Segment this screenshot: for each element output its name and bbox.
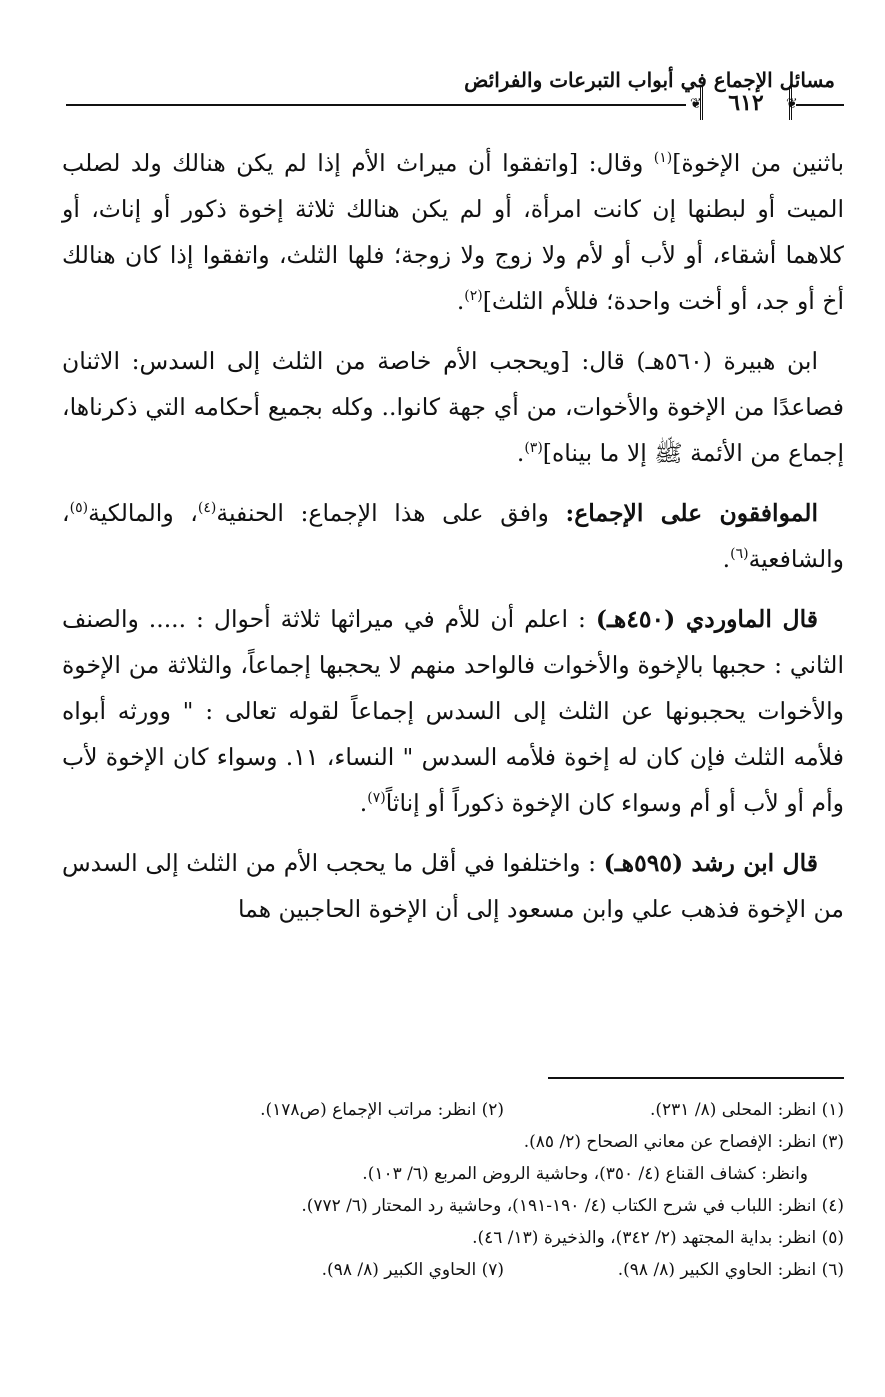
page-number: ٦١٢ xyxy=(700,86,792,120)
footnote-row xyxy=(62,1126,844,1158)
footnote-ref: (٧) xyxy=(367,790,386,807)
footnote-ref: (٦) xyxy=(730,546,749,563)
footnote-ref: (١) xyxy=(653,150,673,167)
footnote-row xyxy=(62,1222,844,1254)
footnote: (٦) انظر: الحاوي الكبير (٨/ ٩٨). xyxy=(617,1260,844,1280)
paragraph: قال الماوردي (٤٥٠هـ) : اعلم أن للأم في ميراثها ثلاثة أحوال : ..... والصنف الثاني : حجبها بالإخوة والأخوات فالواحد منهم لا يحجبها إجماعاً، والثلاثة من الإخوة والأخوات يحجبونها عن الثلث إلى السدس إجماعاً لقوله تعالى : " وورثه أبواه فلأمه الثلث فإن كان له إخوة فلأمه السدس " النساء، ١١. وسواء كان الإخوة لأب وأم أو لأب أو أم وسواء كان الإخوة ذكوراً أو إناثاً$^{(٧)}$. xyxy=(62,605,844,817)
section-lead: الموافقون على الإجماع: xyxy=(565,499,818,527)
running-title: مسائل الإجماع في أبواب التبرعات والفرائض xyxy=(464,68,835,92)
footnote-row xyxy=(62,1094,844,1126)
ornament-icon: ❦ xyxy=(690,96,702,112)
ornament-icon: ❦ xyxy=(786,96,798,112)
footnote-ref: (٢) xyxy=(464,288,483,305)
header-rule xyxy=(66,104,686,106)
paragraph: قال ابن رشد (٥٩٥هـ) : واختلفوا في أقل ما يحجب الأم من الثلث إلى السدس من الإخوة فذهب علي وابن مسعود إلى أن الإخوة الحاجبين هما xyxy=(62,849,844,923)
section-lead: قال الماوردي (٤٥٠هـ) xyxy=(595,605,818,633)
footnote-ref: (٤) xyxy=(197,500,217,517)
footnote-ref: (٣) xyxy=(524,440,543,457)
footnote: (١) انظر: المحلى (٨/ ٢٣١). xyxy=(649,1100,844,1120)
footnote-row xyxy=(62,1158,844,1190)
footnote-row xyxy=(62,1190,844,1222)
paragraph: الموافقون على الإجماع: وافق على هذا الإجماع: الحنفية$^{(٤)}$، والمالكية$^{(٥)}$، والشافعية$^{(٦)}$. xyxy=(62,499,844,573)
footnote: (٢) انظر: مراتب الإجماع (ص١٧٨). xyxy=(260,1100,504,1120)
footnote-ref: (٥) xyxy=(69,500,89,517)
footnote: (٧) الحاوي الكبير (٨/ ٩٨). xyxy=(321,1260,504,1280)
footnote: (٥) انظر: بداية المجتهد (٢/ ٣٤٢)، والذخيرة (١٣/ ٤٦). xyxy=(472,1228,844,1248)
paragraph: ابن هبيرة (٥٦٠هـ) قال: [ويحجب الأم خاصة من الثلث إلى السدس: الاثنان فصاعدًا من الإخوة والأخوات، من أي جهة كانوا.. وكله بجميع أحكامه التي ذكرناها، إجماع من الأئمة ﷺ إلا ما بيناه]$^{(٣)}$. xyxy=(62,347,844,467)
footnote: (٣) انظر: الإفصاح عن معاني الصحاح (٢/ ٨٥). xyxy=(523,1132,844,1152)
main-text xyxy=(62,140,844,946)
footnote-rule xyxy=(548,1077,844,1079)
footnote: وانظر: كشاف القناع (٤/ ٣٥٠)، وحاشية الروض المربع (٦/ ١٠٣). xyxy=(362,1164,808,1184)
section-lead: قال ابن رشد (٥٩٥هـ) xyxy=(603,849,818,877)
header-rule xyxy=(796,104,844,106)
paragraph: باثنين من الإخوة]$^{(١)}$ وقال: [واتفقوا أن ميراث الأم إذا لم يكن هنالك ولد لصلب الميت أو لبطنها إن كانت امرأة، أو لم يكن هنالك ثلاثة إخوة ذكور أو إناث، أو كلاهما أشقاء، أو لأب أو لأم ولا زوج ولا زوجة؛ فلها الثلث، واتفقوا إذا كان هنالك أخ أو جد، أو أخت واحدة؛ فللأم الثلث]$^{(٢)}$. xyxy=(62,149,845,315)
footnotes xyxy=(62,1094,844,1286)
footnote: (٤) انظر: اللباب في شرح الكتاب (٤/ ١٩٠-١٩١)، وحاشية رد المحتار (٦/ ٧٧٢). xyxy=(301,1196,844,1216)
footnote-row xyxy=(62,1254,844,1286)
